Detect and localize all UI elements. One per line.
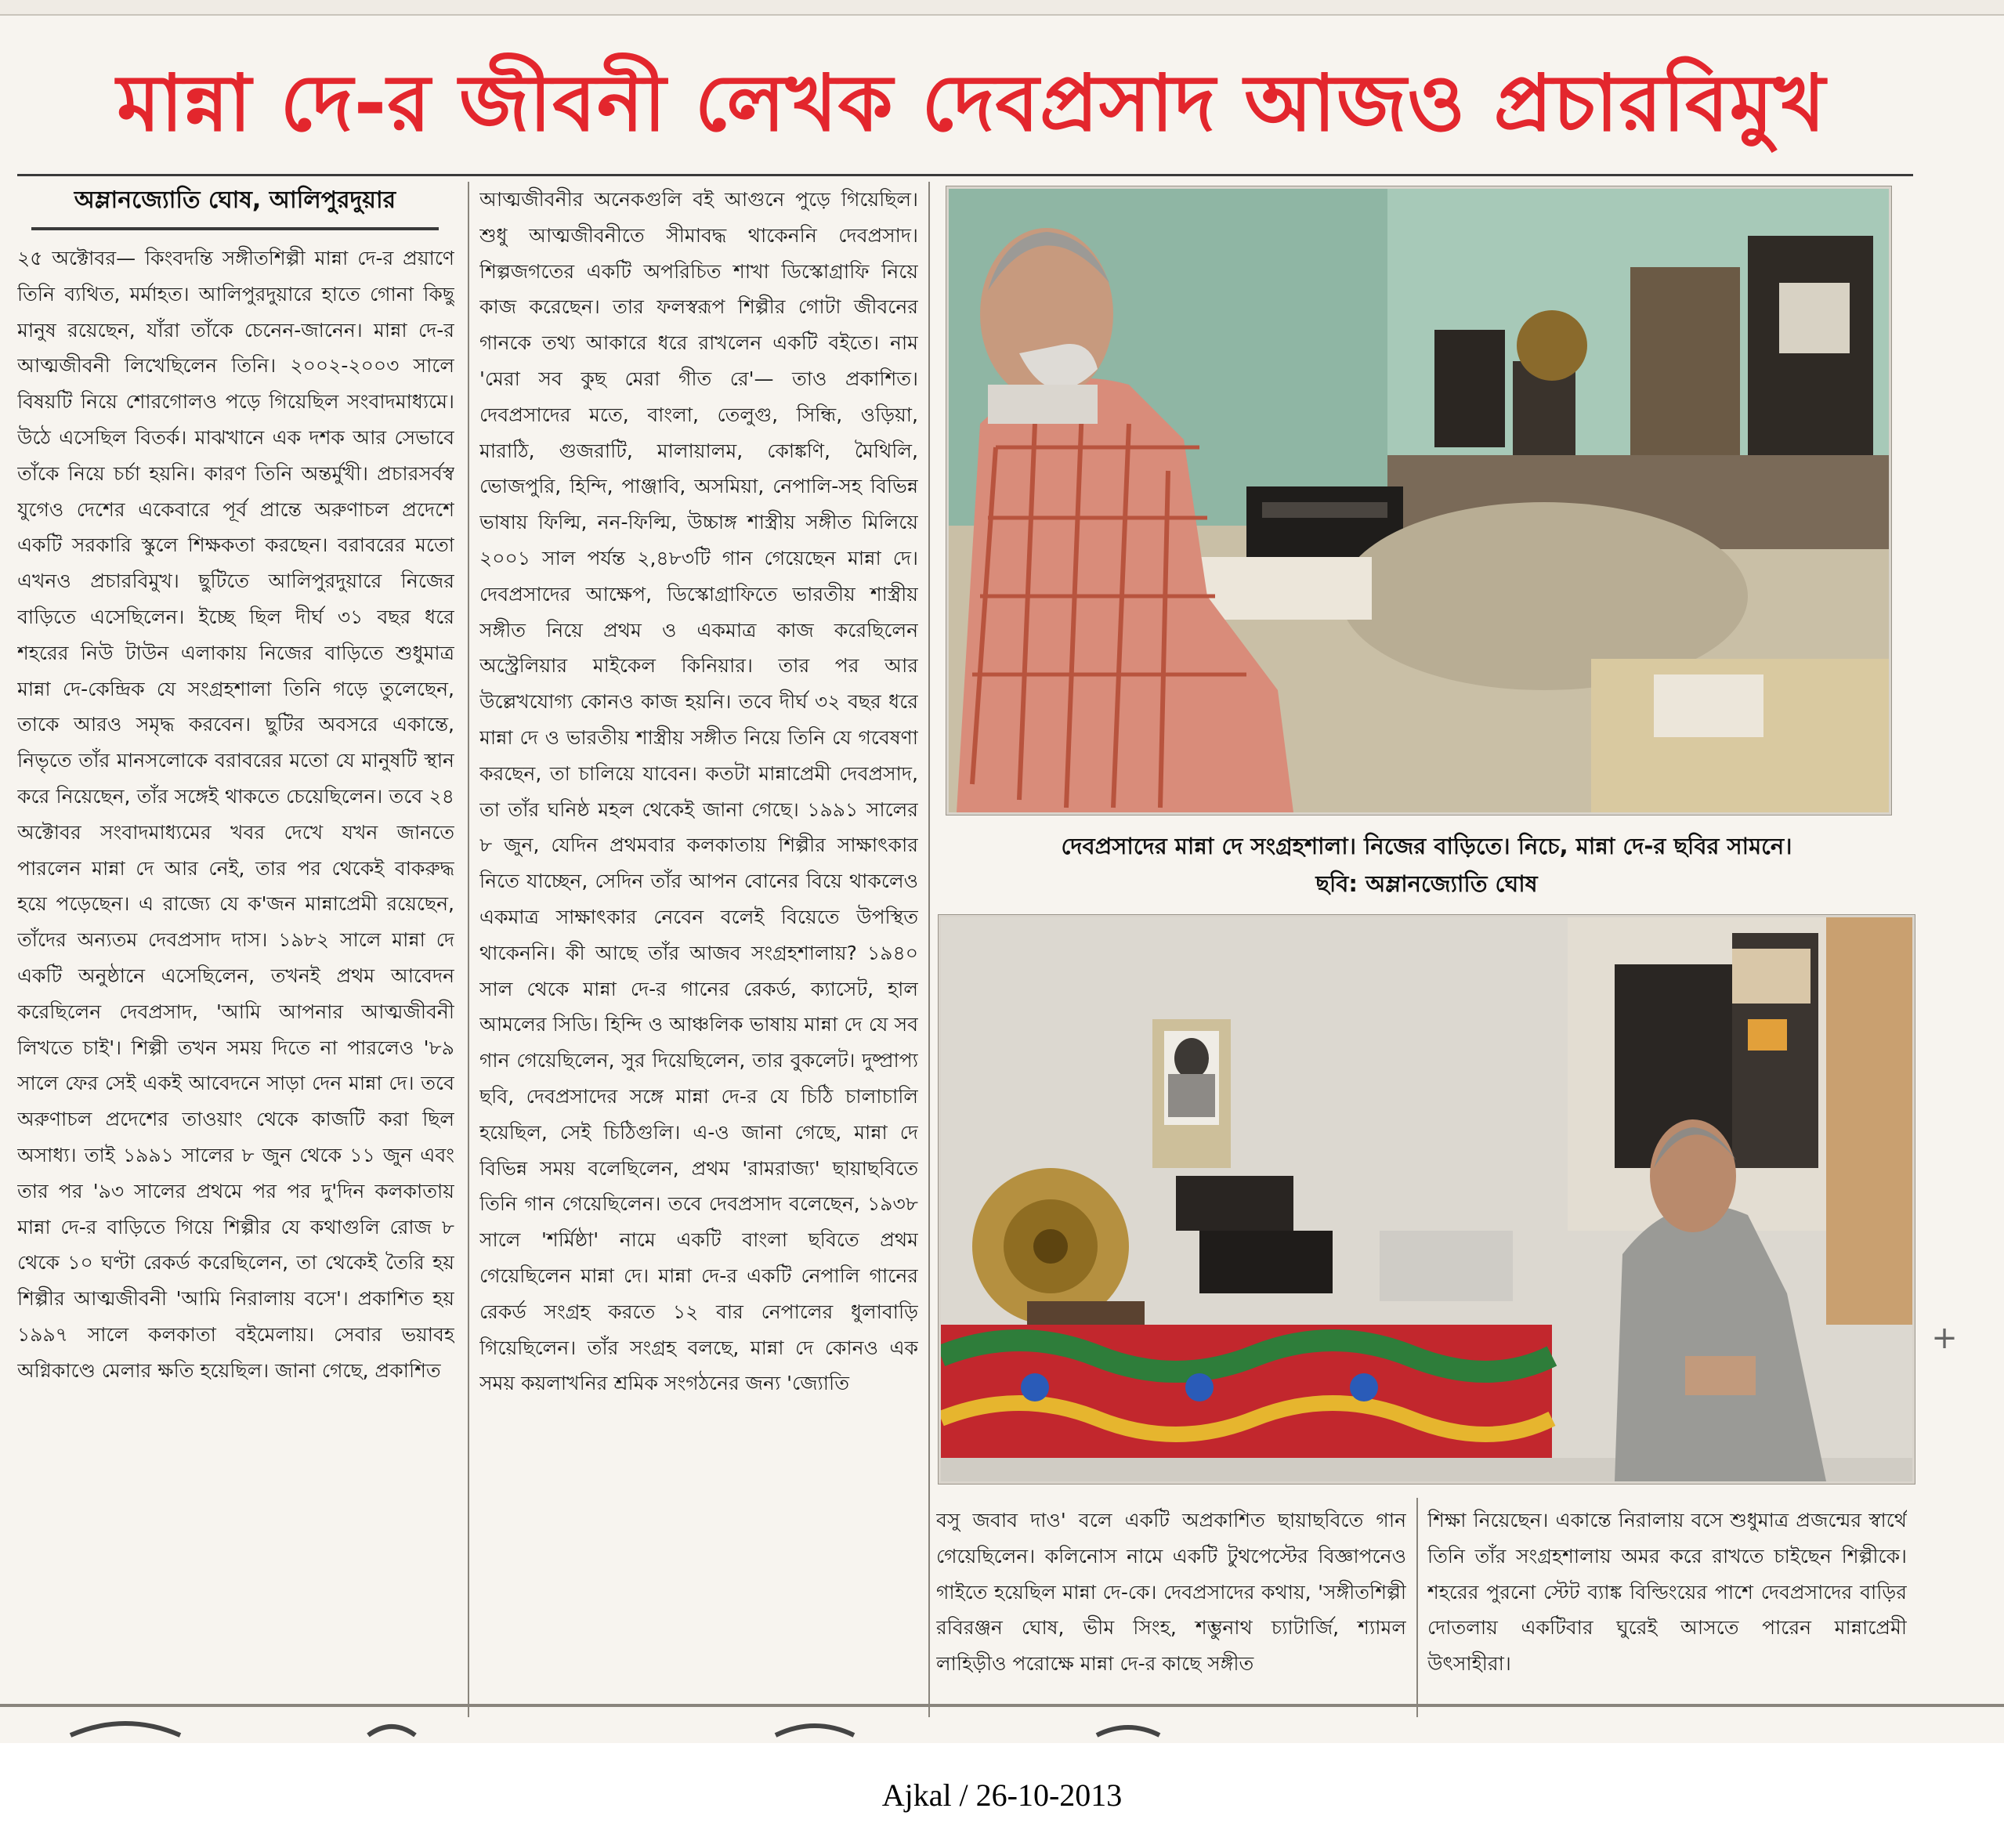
gramophone-and-portrait-illustration	[941, 917, 1912, 1481]
byline: অম্লানজ্যোতি ঘোষ, আলিপুরদুয়ার	[74, 186, 396, 214]
byline-underline	[31, 227, 439, 230]
photo-caption: দেবপ্রসাদের মান্না দে সংগ্রহশালা। নিজের বাড়িতে। নিচে, মান্না দে-র ছবির সামনে।	[1061, 833, 1792, 859]
collector-with-records-illustration	[949, 189, 1889, 812]
article-column-3: বসু জবাব দাও' বলে একটি অপ্রকাশিত ছায়াছবিতে গান গেয়েছিলেন। কলিনোস নামে একটি টুথপেস্টের বিজ্ঞাপনেও গাইতে হয়েছিল মান্না দে-কে। দেবপ্রসাদের কথায়, 'সঙ্গীতশিল্পী রবিরঞ্জন ঘোষ, ভীম সিংহ, শম্ভুনাথ চ্যাটার্জি, শ্যামল লাহিড়ীও পরোক্ষে মান্না দে-র কাছে সঙ্গীত	[936, 1509, 1406, 1676]
photo-credit: ছবি: অম্লানজ্যোতি ঘোষ	[1315, 870, 1538, 897]
article-column-1: ২৫ অক্টোবর— কিংবদন্তি সঙ্গীতশিল্পী মান্না দে-র প্রয়াণে তিনি ব্যথিত, মর্মাহত। আলিপুরদুয়ারে হাতে গোনা কিছু মানুষ রয়েছেন, যাঁরা তাঁকে চেনেন-জানেন। মান্না দে-র আত্মজীবনী লিখেছিলেন তিনি। ২০০২-২০০৩ সালে বিষয়টি নিয়ে শোরগোলও পড়ে গিয়েছিল সংবাদমাধ্যমে। উঠে এসেছিল বিতর্ক। মাঝখানে এক দশক আর সেভাবে তাঁকে নিয়ে চর্চা হয়নি। কারণ তিনি অন্তর্মুখী। প্রচারসর্বস্ব যুগেও দেশের একেবারে পূর্ব প্রান্তে অরুণাচল প্রদেশে একটি সরকারি স্কুলে শিক্ষকতা করছেন। বরাবরের মতো এখনও প্রচারবিমুখ। ছুটিতে আলিপুরদুয়ারে নিজের বাড়িতে এসেছিলেন। ইচ্ছে ছিল দীর্ঘ ৩১ বছর ধরে শহরের নিউ টাউন এলাকায় নিজের বাড়িতে শুধুমাত্র মান্না দে-কেন্দ্রিক যে সংগ্রহশালা তিনি গড়ে তুলেছেন, তাকে আরও সমৃদ্ধ করবেন। ছুটির অবসরে একান্তে, নিভৃতে তাঁর মানসলোকে বরাবরের মতো যে মানুষটি স্থান করে নিয়েছেন, তাঁর সঙ্গেই থাকতে চেয়েছিলেন। তবে ২৪ অক্টোবর সংবাদমাধ্যমের খবর দেখে যখন জানতে পারলেন মান্না দে আর নেই, তার পর থেকেই বাকরুদ্ধ হয়ে পড়েছেন। এ রাজ্যে যে ক'জন মান্নাপ্রেমী রয়েছেন, তাঁদের অন্যতম দেবপ্রসাদ দাস। ১৯৮২ সালে মান্না দে একটি অনুষ্ঠানে এসেছিলেন, তখনই প্রথম আবেদন করেছিলেন দেবপ্রসাদ, 'আমি আপনার আত্মজীবনী লিখতে চাই'। শিল্পী তখন সময় দিতে না পারলেও '৮৯ সালে ফের সেই একই আবেদনে সাড়া দেন মান্না দে। তবে অরুণাচল প্রদেশের তাওয়াং থেকে কাজটি করা ছিল অসাধ্য। তাই ১৯৯১ সালের ৮ জুন থেকে ১১ জুন এবং তার পর '৯৩ সালের প্রথমে পর পর দু'দিন কলকাতায় মান্না দে-র বাড়িতে গিয়ে শিল্পীর যে কথাগুলি রোজ ৮ থেকে ১০ ঘণ্টা রেকর্ড করেছিলেন, তা থেকেই তৈরি হয় শিল্পীর আত্মজীবনী 'আমি নিরালায় বসে'। প্রকাশিত হয় ১৯৯৭ সালে কলকাতা বইমেলায়। সেবার ভয়াবহ অগ্নিকাণ্ডে মেলার ক্ষতি হয়েছিল। জানা গেছে, প্রকাশিত	[17, 247, 454, 1382]
article-column-4: শিক্ষা নিয়েছেন। একান্তে নিরালায় বসে শুধুমাত্র প্রজন্মের স্বার্থে তিনি তাঁর সংগ্রহশালায় অমর করে রাখতে চাইছেন শিল্পীকে। শহরের পুরনো স্টেট ব্যাঙ্ক বিল্ডিংয়ের পাশে দেবপ্রসাদের বাড়ির দোতলায় একটিবার ঘুরেই আসতে পারেন মান্নাপ্রেমী উৎসাহীরা।	[1427, 1509, 1907, 1676]
column-divider-3	[1416, 1498, 1418, 1717]
article-column-2: আত্মজীবনীর অনেকগুলি বই আগুনে পুড়ে গিয়েছিল। শুধু আত্মজীবনীতে সীমাবদ্ধ থাকেননি দেবপ্রসাদ। শিল্পজগতের একটি অপরিচিত শাখা ডিস্কোগ্রাফি নিয়ে কাজ করেছেন। তার ফলস্বরূপ শিল্পীর গোটা জীবনের গানকে তথ্য আকারে ধরে রাখলেন একটি বইতে। নাম 'মেরা সব কুছ মেরা গীত রে'— তাও প্রকাশিত। দেবপ্রসাদের মতে, বাংলা, তেলুগু, সিন্ধি, ওড়িয়া, মারাঠি, গুজরাটি, মালায়ালম, কোঙ্কণি, মৈথিলি, ভোজপুরি, হিন্দি, পাঞ্জাবি, অসমিয়া, নেপালি-সহ বিভিন্ন ভাষায় ফিল্মি, নন-ফিল্মি, উচ্চাঙ্গ শাস্ত্রীয় সঙ্গীত মিলিয়ে ২০০১ সাল পর্যন্ত ২,৪৮৩টি গান গেয়েছেন মান্না দে। দেবপ্রসাদের আক্ষেপ, ডিস্কোগ্রাফিতে ভারতীয় শাস্ত্রীয় সঙ্গীত নিয়ে প্রথম ও একমাত্র কাজ করেছিলেন অস্ট্রেলিয়ার মাইকেল কিনিয়ার। তার পর আর উল্লেখযোগ্য কোনও কাজ হয়নি। তবে দীর্ঘ ৩২ বছর ধরে মান্না দে ও ভারতীয় শাস্ত্রীয় সঙ্গীত নিয়ে তিনি যে গবেষণা করছেন, তা চালিয়ে যাবেন। কতটা মান্নাপ্রেমী দেবপ্রসাদ, তা তাঁর ঘনিষ্ঠ মহল থেকেই জানা গেছে। ১৯৯১ সালের ৮ জুন, যেদিন প্রথমবার কলকাতায় শিল্পীর সাক্ষাৎকার নিতে যাচ্ছেন, সেদিন তাঁর আপন বোনের বিয়ে থাকলেও একমাত্র সাক্ষাৎকার নেবেন বলেই বিয়েতে উপস্থিত থাকেননি। কী আছে তাঁর আজব সংগ্রহশালায়? ১৯৪০ সাল থেকে মান্না দে-র গানের রেকর্ড, ক্যাসেট, হাল আমলের সিডি। হিন্দি ও আঞ্চলিক ভাষায় মান্না দে যে সব গান গেয়েছিলেন, সুর দিয়েছিলেন, তার বুকলেট। দুষ্প্রাপ্য ছবি, দেবপ্রসাদের সঙ্গে মান্না দে-র যে চিঠি চালাচালি হয়েছিল, সেই চিঠিগুলি। এ-ও জানা গেছে, মান্না দে বিভিন্ন সময় বলেছিলেন, প্রথম 'রামরাজ্য' ছায়াছবিতে তিনি গান গেয়েছিলেন। তবে দেবপ্রসাদ বলেছেন, ১৯৩৮ সালে 'শর্মিষ্ঠা' নামে একটি বাংলা ছবিতে প্রথম গেয়েছিলেন মান্না দে। মান্না দে-র একটি নেপালি গানের রেকর্ড সংগ্রহ করতে ১২ বার নেপালের ধুলাবাড়ি গিয়েছিলেন। তাঁর সংগ্রহ বলছে, মান্না দে কোনও এক সময় কয়লাখনির শ্রমিক সংগঠনের জন্য 'জ্যোতি	[479, 188, 918, 1395]
source-citation: Ajkal / 26-10-2013	[881, 1777, 1123, 1813]
cropped-next-article-strip	[0, 1704, 2004, 1741]
museum-photo-top	[946, 186, 1891, 815]
museum-photo-bottom	[939, 915, 1915, 1484]
cropped-text-fragment-illustration	[0, 1704, 2004, 1741]
cropped-previous-article-strip	[0, 0, 2004, 16]
crop-mark-icon: +	[1931, 1320, 1958, 1356]
headline-rule	[17, 174, 1913, 176]
column-divider-1	[468, 182, 469, 1717]
headline: মান্না দে-র জীবনী লেখক দেবপ্রসাদ আজও প্রচারবিমুখ	[117, 57, 1826, 149]
column-divider-2	[928, 182, 930, 1717]
